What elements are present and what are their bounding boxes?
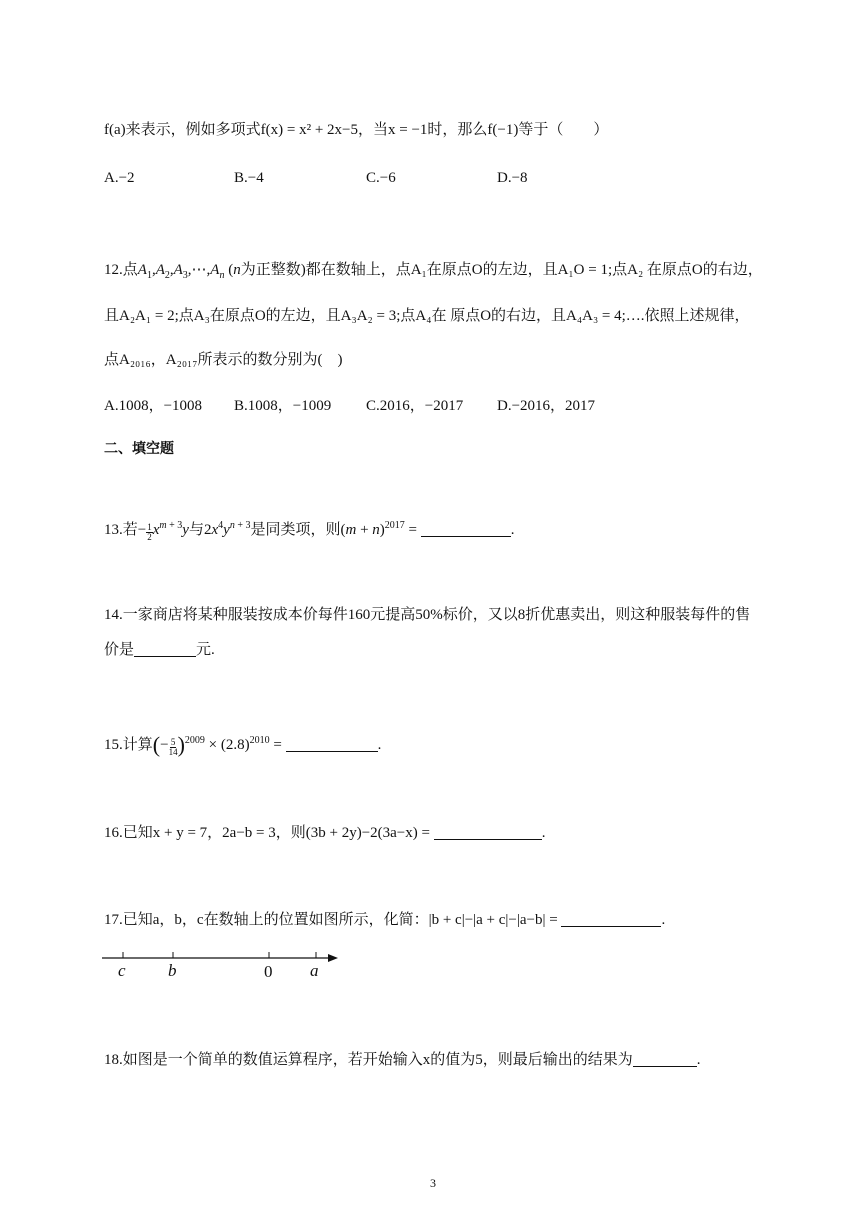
q12-line3: 点A₂₀₁₆，A₂₀₁₇所表示的数分别为( ): [104, 352, 343, 368]
q17-answer-blank[interactable]: [561, 910, 661, 927]
q11-option-c: C.−6: [366, 170, 396, 186]
label-0: 0: [264, 962, 273, 981]
q14-line1: 14.一家商店将某种服装按成本价每件160元提高50%标价，又以8折优惠卖出，则这种服装每件的售: [104, 607, 751, 623]
q15: 15.计算(− $\frac{5}{14}$ )$^{2009} \times (2.8)^{2010}$ = .: [104, 732, 382, 757]
q11-stem: f(a)来表示，例如多项式f(x) = x² + 2x−5，当x = −1时，那么f(−1)等于（ ）: [104, 122, 609, 138]
q12-option-b: B.1008，−1009: [234, 398, 332, 414]
q16-answer-blank[interactable]: [434, 823, 542, 840]
q13: 13.若− $\frac{1}{2}$ $x^{m + 3}y$与$2x^4y^{n + 3}$是同类项，则$(m + n)^{2017}$ = .: [104, 520, 515, 542]
q11-option-a: A.−2: [104, 170, 135, 186]
q14-answer-blank[interactable]: [134, 640, 196, 657]
label-b: b: [168, 961, 177, 980]
q12-option-a: A.1008，−1008: [104, 398, 203, 414]
q13-answer-blank[interactable]: [421, 520, 511, 537]
q18: 18.如图是一个简单的数值运算程序，若开始输入x的值为5，则最后输出的结果为 .: [104, 1052, 701, 1068]
number-line-figure: [100, 942, 360, 982]
q16: 16.已知x + y = 7，2a−b = 3，则(3b + 2y)−2(3a−x) = .: [104, 825, 546, 841]
q12-option-c: C.2016，−2017: [366, 398, 464, 414]
q11-option-b: B.−4: [234, 170, 264, 186]
q11-option-d: D.−8: [497, 170, 528, 186]
q14-line2: 价是 元.: [104, 642, 215, 658]
section-title: 二、填空题: [104, 441, 174, 457]
label-c: c: [118, 961, 126, 980]
q12-line1: 12.点$A_1,A_2,A_3,\cdots,A_n$ (n为正整数)都在数轴上，点A₁在原点O的左边，且A₁O = 1;点A₂ 在原点O的右边，: [104, 262, 763, 281]
q17: 17.已知a，b，c在数轴上的位置如图所示，化简：|b + c|−|a + c|−|a−b| = .: [104, 912, 666, 928]
q15-answer-blank[interactable]: [286, 735, 378, 752]
number-line-arrow: [328, 954, 338, 962]
q18-answer-blank[interactable]: [633, 1050, 697, 1067]
page-number: 3: [430, 1176, 436, 1190]
label-a: a: [310, 961, 319, 980]
q12-line2: 且A₂A₁ = 2;点A₃在原点O的左边，且A₃A₂ = 3;点A₄在 原点O的右边，且A₄A₃ = 4;….依照上述规律，: [104, 308, 750, 324]
q12-option-d: D.−2016，2017: [497, 398, 596, 414]
